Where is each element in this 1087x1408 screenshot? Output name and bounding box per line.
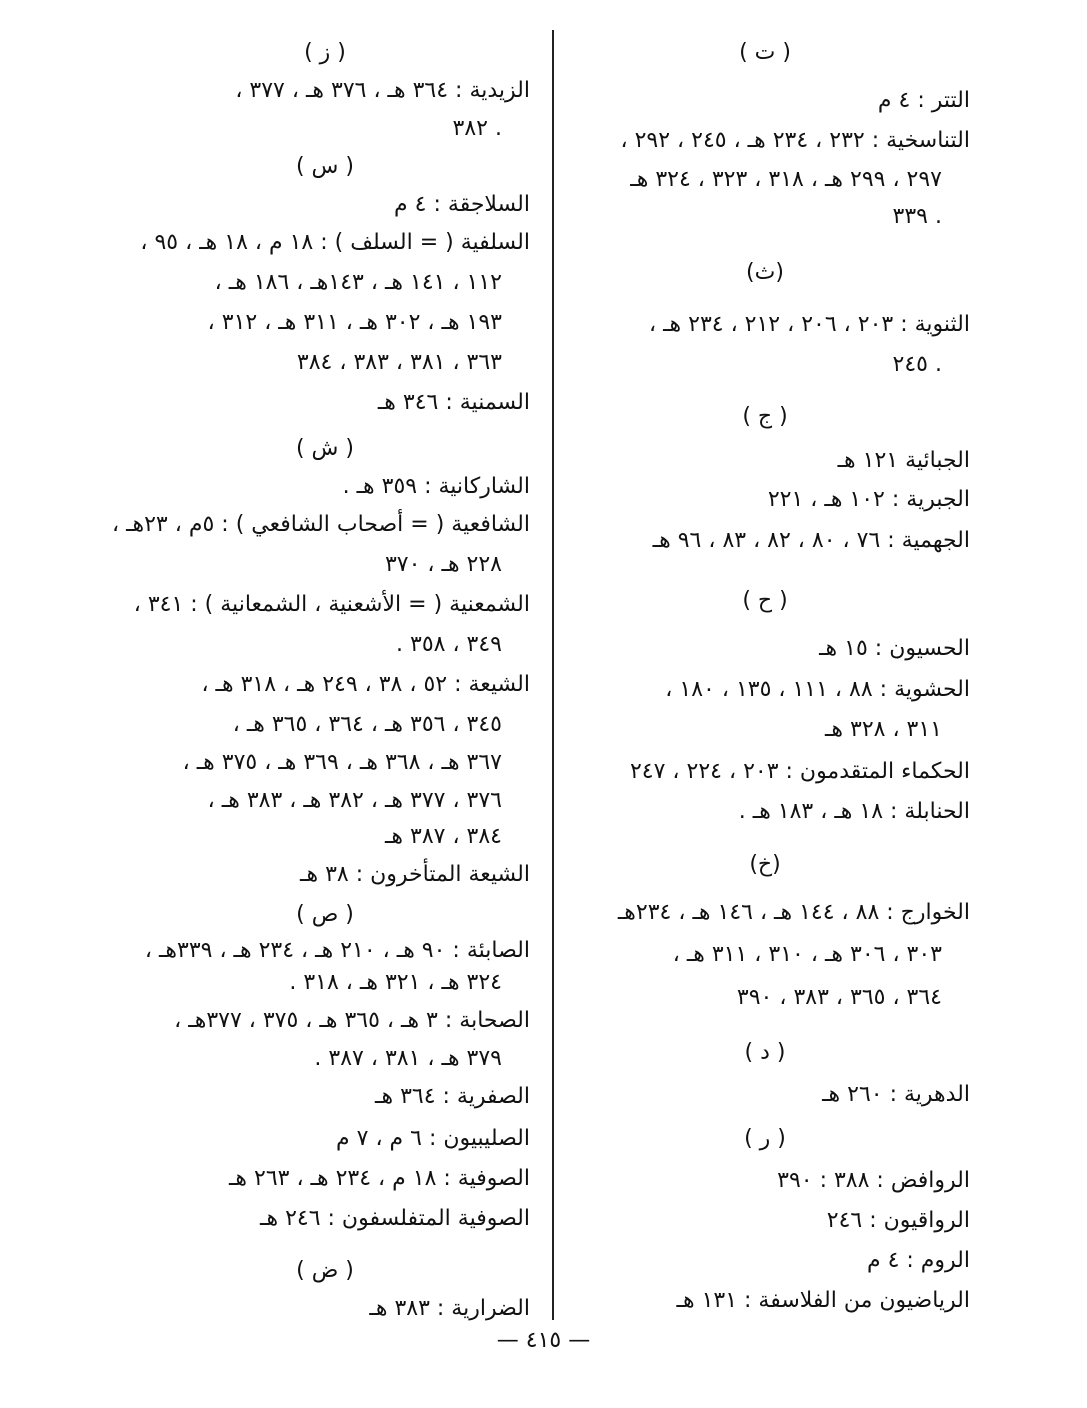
index-entry: الروم : ٤ م — [866, 1248, 970, 1273]
index-entry: الصوفية المتفلسفون : ٢٤٦ هـ — [260, 1206, 530, 1231]
index-entry: السلاجقة : ٤ م — [394, 192, 530, 217]
index-entry: التتر : ٤ م — [877, 88, 970, 113]
index-entry: الحكماء المتقدمون : ٢٠٣ ، ٢٢٤ ، ٢٤٧ — [629, 759, 970, 784]
index-entry-continuation: ٣٨٤ ، ٣٨٧ هـ — [384, 824, 502, 849]
index-entry-continuation: ٣٤٥ ، ٣٥٦ هـ ، ٣٦٤ ، ٣٦٥ هـ ، — [232, 712, 502, 737]
index-entry-continuation: . ٣٣٩ — [892, 204, 942, 229]
index-entry-continuation: ٣٢٤ هـ ، ٣٢١ هـ ، ٣١٨ . — [289, 970, 502, 995]
letter-section-heading: ( ت ) — [739, 40, 791, 65]
index-entry: التناسخية : ٢٣٢ ، ٢٣٤ هـ ، ٢٤٥ ، ٢٩٢ ، — [620, 128, 970, 153]
index-entry: الصفرية : ٣٦٤ هـ — [375, 1084, 530, 1109]
index-entry: الدهرية : ٢٦٠ هـ — [822, 1082, 970, 1107]
index-entry-continuation: ١٩٣ هـ ، ٣٠٢ هـ ، ٣١١ هـ ، ٣١٢ ، — [207, 310, 502, 335]
index-entry-continuation: ٣٦٧ هـ ، ٣٦٨ هـ ، ٣٦٩ هـ ، ٣٧٥ هـ ، — [182, 750, 502, 775]
index-entry: الصوفية : ١٨ م ، ٢٣٤ هـ ، ٢٦٣ هـ — [228, 1166, 530, 1191]
index-entry: الشيعة المتأخرون : ٣٨ هـ — [300, 862, 530, 887]
index-entry: السمنية : ٣٤٦ هـ — [377, 390, 530, 415]
index-entry: الزيدية : ٣٦٤ هـ ، ٣٧٦ هـ ، ٣٧٧ ، — [235, 78, 530, 103]
letter-section-heading: ( ص ) — [296, 902, 354, 927]
index-entry-continuation: ٢٩٧ ، ٢٩٩ هـ ، ٣١٨ ، ٣٢٣ ، ٣٢٤ هـ — [630, 167, 942, 192]
letter-section-heading: ( ز ) — [304, 40, 346, 65]
index-entry: الشمعنية ( = الأشعنية ، الشمعانية ) : ٣٤١ ، — [133, 592, 530, 617]
letter-section-heading: ( ج ) — [742, 404, 788, 429]
index-entry: الرياضيون من الفلاسفة : ١٣١ هـ — [676, 1288, 970, 1313]
index-entry-continuation: . ٣٨٢ — [452, 116, 502, 141]
index-entry-continuation: ٣٦٣ ، ٣٨١ ، ٣٨٣ ، ٣٨٤ — [296, 350, 502, 375]
letter-section-heading: ( ح ) — [742, 588, 788, 613]
letter-section-heading: (ث) — [746, 260, 784, 285]
index-entry-continuation: ٣٧٩ هـ ، ٣٨١ ، ٣٨٧ . — [314, 1046, 502, 1071]
index-entry: الحشوية : ٨٨ ، ١١١ ، ١٣٥ ، ١٨٠ ، — [665, 677, 970, 702]
letter-section-heading: ( ض ) — [296, 1258, 354, 1283]
letter-section-heading: ( س ) — [295, 154, 354, 179]
index-entry: الروافض : ٣٨٨ : ٣٩٠ — [777, 1168, 970, 1193]
letter-section-heading: (خ) — [749, 852, 781, 877]
index-entry-continuation: . ٢٤٥ — [892, 352, 942, 377]
index-entry: الجبائية ١٢١ هـ — [837, 448, 970, 473]
index-entry-continuation: ٣٠٣ ، ٣٠٦ هـ ، ٣١٠ ، ٣١١ هـ ، — [672, 942, 942, 967]
index-entry: الصليبيون : ٦ م ، ٧ م — [336, 1126, 530, 1151]
index-entry: الرواقيون : ٢٤٦ — [826, 1208, 970, 1233]
column-divider — [552, 30, 554, 1320]
index-entry: الصابئة : ٩٠ هـ ، ٢١٠ هـ ، ٢٣٤ هـ ، ٣٣٩هـ ، — [144, 938, 530, 963]
index-entry-continuation: ١١٢ ، ١٤١ هـ ، ١٤٣هـ ، ١٨٦ هـ ، — [214, 270, 502, 295]
page-number: — ٤١٥ — — [496, 1328, 591, 1353]
index-entry: الثنوية : ٢٠٣ ، ٢٠٦ ، ٢١٢ ، ٢٣٤ هـ ، — [648, 312, 970, 337]
index-entry-continuation: ٣٧٦ ، ٣٧٧ هـ ، ٣٨٢ هـ ، ٣٨٣ هـ ، — [207, 788, 502, 813]
index-entry-continuation: ٣١١ ، ٣٢٨ هـ — [824, 717, 942, 742]
index-entry: الجبرية : ١٠٢ هـ ، ٢٢١ — [767, 487, 970, 512]
letter-section-heading: ( ر ) — [744, 1126, 786, 1151]
index-entry: السلفية ( = السلف ) : ١٨ م ، ١٨ هـ ، ٩٥ ، — [140, 230, 530, 255]
index-entry-continuation: ٣٦٤ ، ٣٦٥ ، ٣٨٣ ، ٣٩٠ — [736, 985, 942, 1010]
index-entry: الحنابلة : ١٨ هـ ، ١٨٣ هـ . — [738, 799, 970, 824]
index-entry: الجهمية : ٧٦ ، ٨٠ ، ٨٢ ، ٨٣ ، ٩٦ هـ — [652, 528, 970, 553]
index-entry-continuation: ٢٢٨ هـ ، ٣٧٠ — [384, 552, 502, 577]
index-entry: الضرارية : ٣٨٣ هـ — [369, 1296, 530, 1321]
letter-section-heading: ( ش ) — [295, 436, 354, 461]
index-entry-continuation: ٣٤٩ ، ٣٥٨ . — [396, 632, 502, 657]
index-entry: الحسيون : ١٥ هـ — [819, 636, 970, 661]
index-entry: الشيعة : ٥٢ ، ٣٨ ، ٢٤٩ هـ ، ٣١٨ هـ ، — [201, 672, 530, 697]
index-entry: الشاركانية : ٣٥٩ هـ . — [342, 474, 530, 499]
index-entry: الخوارج : ٨٨ ، ١٤٤ هـ ، ١٤٦ هـ ، ٢٣٤هـ — [617, 900, 970, 925]
index-entry: الصحابة : ٣ هـ ، ٣٦٥ هـ ، ٣٧٥ ، ٣٧٧هـ ، — [174, 1008, 530, 1033]
index-entry: الشافعية ( = أصحاب الشافعي ) : ٥م ، ٢٣هـ ، — [111, 512, 530, 537]
letter-section-heading: ( د ) — [744, 1040, 786, 1065]
